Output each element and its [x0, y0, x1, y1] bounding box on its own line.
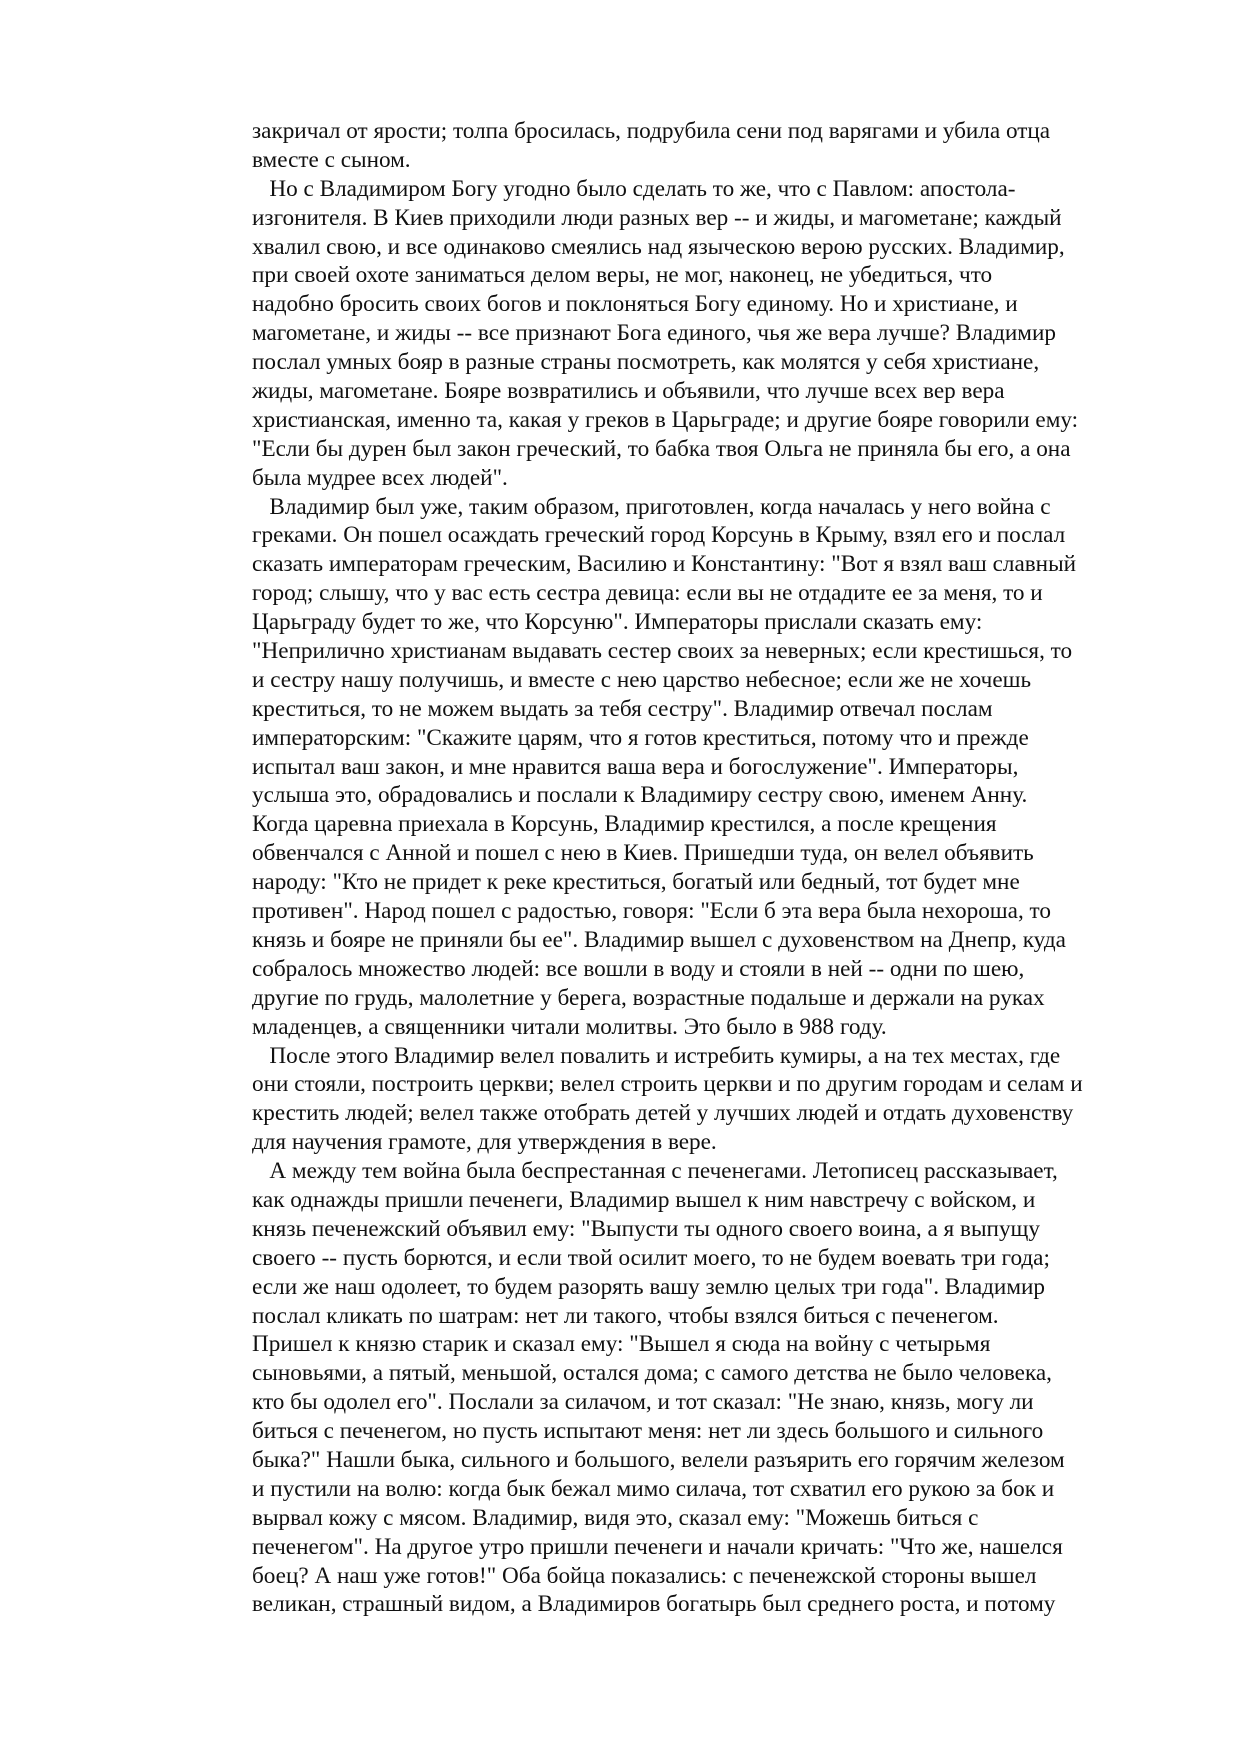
- text-line: Когда царевна приехала в Корсунь, Владимир крестился, а после крещения: [252, 811, 997, 838]
- text-line: если же наш одолеет, то будем разорять вашу землю целых три года". Владимир: [252, 1273, 1046, 1300]
- text-line: была мудрее всех людей".: [252, 464, 508, 491]
- text-line: крестить людей; велел также отобрать детей у лучших людей и отдать духовенству: [252, 1100, 1074, 1127]
- text-line: и пустили на волю: когда бык бежал мимо силача, тот схватил его рукою за бок и: [252, 1475, 1055, 1502]
- text-line: креститься, то не можем выдать за тебя сестру". Владимир отвечал послам: [252, 695, 993, 722]
- text-line: другие по грудь, малолетние у берега, возрастные подальше и держали на руках: [252, 984, 1045, 1011]
- text-line: императорским: "Скажите царям, что я готов креститься, потому что и прежде: [252, 724, 1029, 751]
- text-line: своего -- пусть борются, и если твой осилит моего, то не будем воевать три года;: [252, 1244, 1050, 1271]
- text-line: изгонителя. В Киев приходили люди разных вер -- и жиды, и магометане; каждый: [252, 204, 1062, 231]
- text-line: сыновьями, а пятый, меньшой, остался дома; с самого детства не было человека,: [252, 1360, 1052, 1387]
- text-line: послал кликать по шатрам: нет ли такого, чтобы взялся биться с печенегом.: [252, 1302, 999, 1329]
- text-line: город; слышу, что у вас есть сестра девица: если вы не отдадите ее за меня, то и: [252, 580, 1043, 607]
- text-line: После этого Владимир велел повалить и истребить кумиры, а на тех местах, где: [252, 1042, 1061, 1069]
- text-line: А между тем война была беспрестанная с печенегами. Летописец рассказывает,: [252, 1158, 1058, 1185]
- text-line: младенцев, а священники читали молитвы. Это было в 988 году.: [252, 1013, 887, 1040]
- text-line: сказать императорам греческим, Василию и Константину: "Вот я взял ваш славный: [252, 551, 1077, 578]
- text-line: собралось множество людей: все вошли в воду и стояли в ней -- одни по шею,: [252, 955, 1025, 982]
- text-line: надобно бросить своих богов и поклоняться Богу единому. Но и христиане, и: [252, 291, 1018, 318]
- text-line: при своей охоте заниматься делом веры, не мог, наконец, не убедиться, что: [252, 262, 993, 289]
- text-line: обвенчался с Анной и пошел с нею в Киев. Пришедши туда, он велел объявить: [252, 840, 1034, 867]
- text-line: Царьграду будет то же, что Корсуню". Императоры прислали сказать ему:: [252, 609, 983, 636]
- text-line: кто бы одолел его". Послали за силачом, и тот сказал: "Не знаю, князь, могу ли: [252, 1389, 1034, 1416]
- text-line: хвалил свою, и все одинаково смеялись над языческою верою русских. Владимир,: [252, 233, 1065, 260]
- text-line: князь печенежский объявил ему: "Выпусти ты одного своего воина, а я выпущу: [252, 1215, 1040, 1242]
- text-line: противен". Народ пошел с радостью, говоря: "Если б эта вера была нехороша, то: [252, 898, 1051, 925]
- text-line: князь и бояре не приняли бы ее". Владимир вышел с духовенством на Днепр, куда: [252, 926, 1066, 953]
- text-line: вместе с сыном.: [252, 146, 411, 173]
- text-line: закричал от ярости; толпа бросилась, подрубила сени под варягами и убила отца: [252, 118, 1051, 144]
- text-line: боец? А наш уже готов!" Оба бойца показались: с печенежской стороны вышел: [252, 1562, 1037, 1589]
- text-line: магометане, и жиды -- все признают Бога единого, чья же вера лучше? Владимир: [252, 320, 1056, 347]
- text-line: для научения грамоте, для утверждения в вере.: [252, 1129, 717, 1156]
- text-line: "Неприлично христианам выдавать сестер своих за неверных; если крестишься, то: [252, 638, 1073, 665]
- text-line: христианская, именно та, какая у греков в Царьграде; и другие бояре говорили ему:: [252, 406, 1079, 433]
- body-text: [252, 117, 1157, 1619]
- text-line: послал умных бояр в разные страны посмотреть, как молятся у себя христиане,: [252, 349, 1040, 376]
- text-line: Пришел к князю старик и сказал ему: "Вышел я сюда на войну с четырьмя: [252, 1331, 991, 1358]
- text-line: "Если бы дурен был закон греческий, то бабка твоя Ольга не приняла бы его, а она: [252, 435, 1071, 462]
- text-line: биться с печенегом, но пусть испытают меня: нет ли здесь большого и сильного: [252, 1418, 1044, 1445]
- text-line: жиды, магометане. Бояре возвратились и объявили, что лучше всех вер вера: [252, 378, 1005, 405]
- text-line: и сестру нашу получишь, и вместе с нею царство небесное; если же не хочешь: [252, 666, 1032, 693]
- text-line: они стояли, построить церкви; велел строить церкви и по другим городам и селам и: [252, 1071, 1083, 1098]
- text-line: народу: "Кто не придет к реке креститься, богатый или бедный, тот будет мне: [252, 869, 1020, 896]
- text-line: как однажды пришли печенеги, Владимир вышел к ним навстречу с войском, и: [252, 1186, 1036, 1213]
- text-line: испытал ваш закон, и мне нравится ваша вера и богослужение". Императоры,: [252, 753, 1019, 780]
- text-line: услыша это, обрадовались и послали к Владимиру сестру свою, именем Анну.: [252, 782, 1028, 809]
- text-line: быка?" Нашли быка, сильного и большого, велели разъярить его горячим железом: [252, 1446, 1065, 1473]
- text-line: Но с Владимиром Богу угодно было сделать то же, что с Павлом: апостола-: [252, 175, 1016, 202]
- text-line: Владимир был уже, таким образом, приготовлен, когда началась у него война с: [252, 493, 1051, 520]
- text-line: греками. Он пошел осаждать греческий город Корсунь в Крыму, взял его и послал: [252, 522, 1066, 549]
- text-line: вырвал кожу с мясом. Владимир, видя это, сказал ему: "Можешь биться с: [252, 1504, 979, 1531]
- text-line: печенегом". На другое утро пришли печенеги и начали кричать: "Что же, нашелся: [252, 1533, 1063, 1560]
- text-line: великан, страшный видом, а Владимиров богатырь был среднего роста, и потому: [252, 1591, 1056, 1618]
